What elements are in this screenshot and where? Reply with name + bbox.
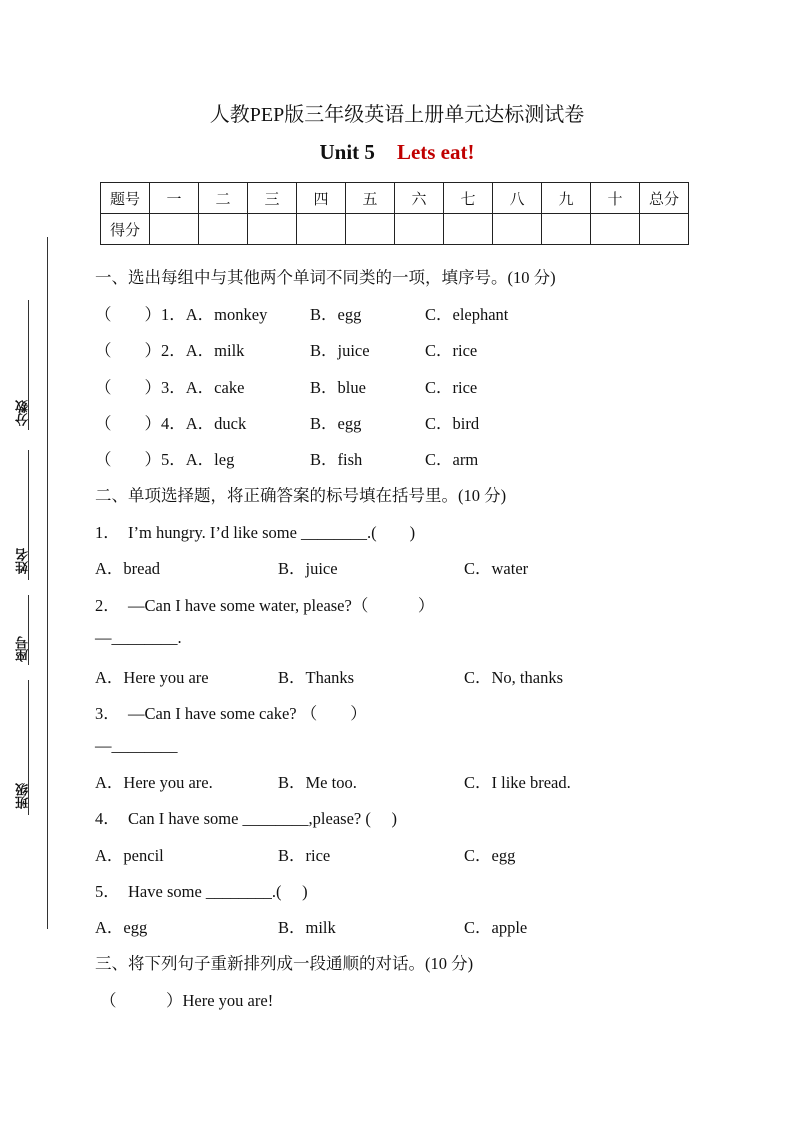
side-label-score: 分数	[15, 400, 30, 426]
option-c: C．egg	[464, 846, 516, 865]
answer-blank: —________	[95, 736, 178, 755]
side-label-class: 班级	[15, 783, 30, 809]
section1-heading: 一、选出每组中与其他两个单词不同类的一项，填序号。(10 分)	[95, 268, 556, 287]
section3-heading: 三、将下列句子重新排列成一段通顺的对话。(10 分)	[95, 954, 474, 973]
exam-title: 人教PEP版三年级英语上册单元达标测试卷	[209, 104, 585, 126]
item-lead: （ ）3．A．cake	[95, 378, 245, 397]
item-lead: （ ）2．A．milk	[95, 341, 245, 360]
item-lead: （ ）1．A．monkey	[95, 305, 268, 324]
score-input-cell[interactable]	[346, 214, 395, 245]
score-table-header-cell: 六	[395, 183, 444, 214]
score-input-cell[interactable]	[444, 214, 493, 245]
side-label-seat: 座号	[15, 636, 30, 662]
option-b: B．fish	[310, 450, 363, 469]
option-b: B．Me too.	[278, 773, 357, 792]
score-table-header-row	[101, 183, 689, 214]
option-b: B．rice	[278, 846, 331, 865]
ordering-item: （ ）Here you are!	[100, 991, 274, 1010]
score-table-score-row	[101, 214, 689, 245]
section1-item	[95, 337, 478, 361]
score-input-cell[interactable]	[395, 214, 444, 245]
item-lead: （ ）5．A．leg	[95, 450, 235, 469]
section2-heading: 二、单项选择题，将正确答案的标号填在括号里。(10 分)	[95, 486, 507, 505]
option-b: B．milk	[278, 918, 336, 937]
binding-line	[47, 237, 48, 929]
score-table-header-cell: 十	[591, 183, 640, 214]
score-input-cell[interactable]	[199, 214, 248, 245]
score-row-label: 得分	[101, 214, 150, 245]
score-table-header-cell: 四	[297, 183, 346, 214]
side-label-name: 姓名	[15, 548, 30, 574]
option-a: A．Here you are	[95, 668, 209, 687]
unit-lesson-title: Lets eat!	[396, 140, 475, 164]
option-c: C．arm	[425, 450, 479, 469]
question-options	[95, 555, 529, 579]
question-stem: 4． Can I have some ________,please? ( )	[95, 809, 397, 828]
option-b: B．egg	[310, 414, 362, 433]
score-table	[100, 182, 689, 245]
score-table-header-cell: 总分	[640, 183, 689, 214]
option-c: C．apple	[464, 918, 528, 937]
score-input-cell[interactable]	[591, 214, 640, 245]
score-input-cell[interactable]	[297, 214, 346, 245]
answer-blank: —________.	[95, 628, 182, 647]
option-b: B．juice	[278, 559, 338, 578]
score-table-header-cell: 七	[444, 183, 493, 214]
score-table-header-cell: 三	[248, 183, 297, 214]
section1-item	[95, 301, 509, 325]
option-a: A．bread	[95, 559, 161, 578]
option-a: A．Here you are.	[95, 773, 213, 792]
unit-number: Unit 5	[319, 140, 375, 164]
option-b: B．Thanks	[278, 668, 355, 687]
option-c: C．water	[464, 559, 529, 578]
section1-item	[95, 446, 479, 470]
score-table-header-cell: 题号	[101, 183, 150, 214]
score-input-cell[interactable]	[150, 214, 199, 245]
option-a: A．egg	[95, 918, 148, 937]
option-a: A．pencil	[95, 846, 164, 865]
option-c: C．bird	[425, 414, 480, 433]
item-lead: （ ）4．A．duck	[95, 414, 247, 433]
option-b: B．egg	[310, 305, 362, 324]
score-input-cell[interactable]	[493, 214, 542, 245]
score-input-cell[interactable]	[640, 214, 689, 245]
unit-subtitle	[0, 140, 794, 165]
score-table-header-cell: 一	[150, 183, 199, 214]
question-options	[95, 914, 528, 938]
question-stem: 3． —Can I have some cake? （ ）	[95, 704, 367, 723]
score-input-cell[interactable]	[542, 214, 591, 245]
score-input-cell[interactable]	[248, 214, 297, 245]
option-c: C．I like bread.	[464, 773, 571, 792]
question-options	[95, 842, 516, 866]
score-table-header-cell: 五	[346, 183, 395, 214]
question-stem: 5． Have some ________.( )	[95, 882, 308, 901]
question-options	[95, 769, 571, 793]
question-stem: 1． I’m hungry. I’d like some ________.( )	[95, 523, 416, 542]
option-c: C．rice	[425, 378, 478, 397]
option-c: C．No, thanks	[464, 668, 563, 687]
section1-item	[95, 374, 478, 398]
option-c: C．rice	[425, 341, 478, 360]
option-b: B．blue	[310, 378, 366, 397]
score-table-header-cell: 二	[199, 183, 248, 214]
score-table-header-cell: 八	[493, 183, 542, 214]
score-table-header-cell: 九	[542, 183, 591, 214]
question-options	[95, 664, 563, 688]
section1-item	[95, 410, 480, 434]
option-b: B．juice	[310, 341, 370, 360]
option-c: C．elephant	[425, 305, 509, 324]
question-stem: 2． —Can I have some water, please?（ ）	[95, 596, 435, 615]
